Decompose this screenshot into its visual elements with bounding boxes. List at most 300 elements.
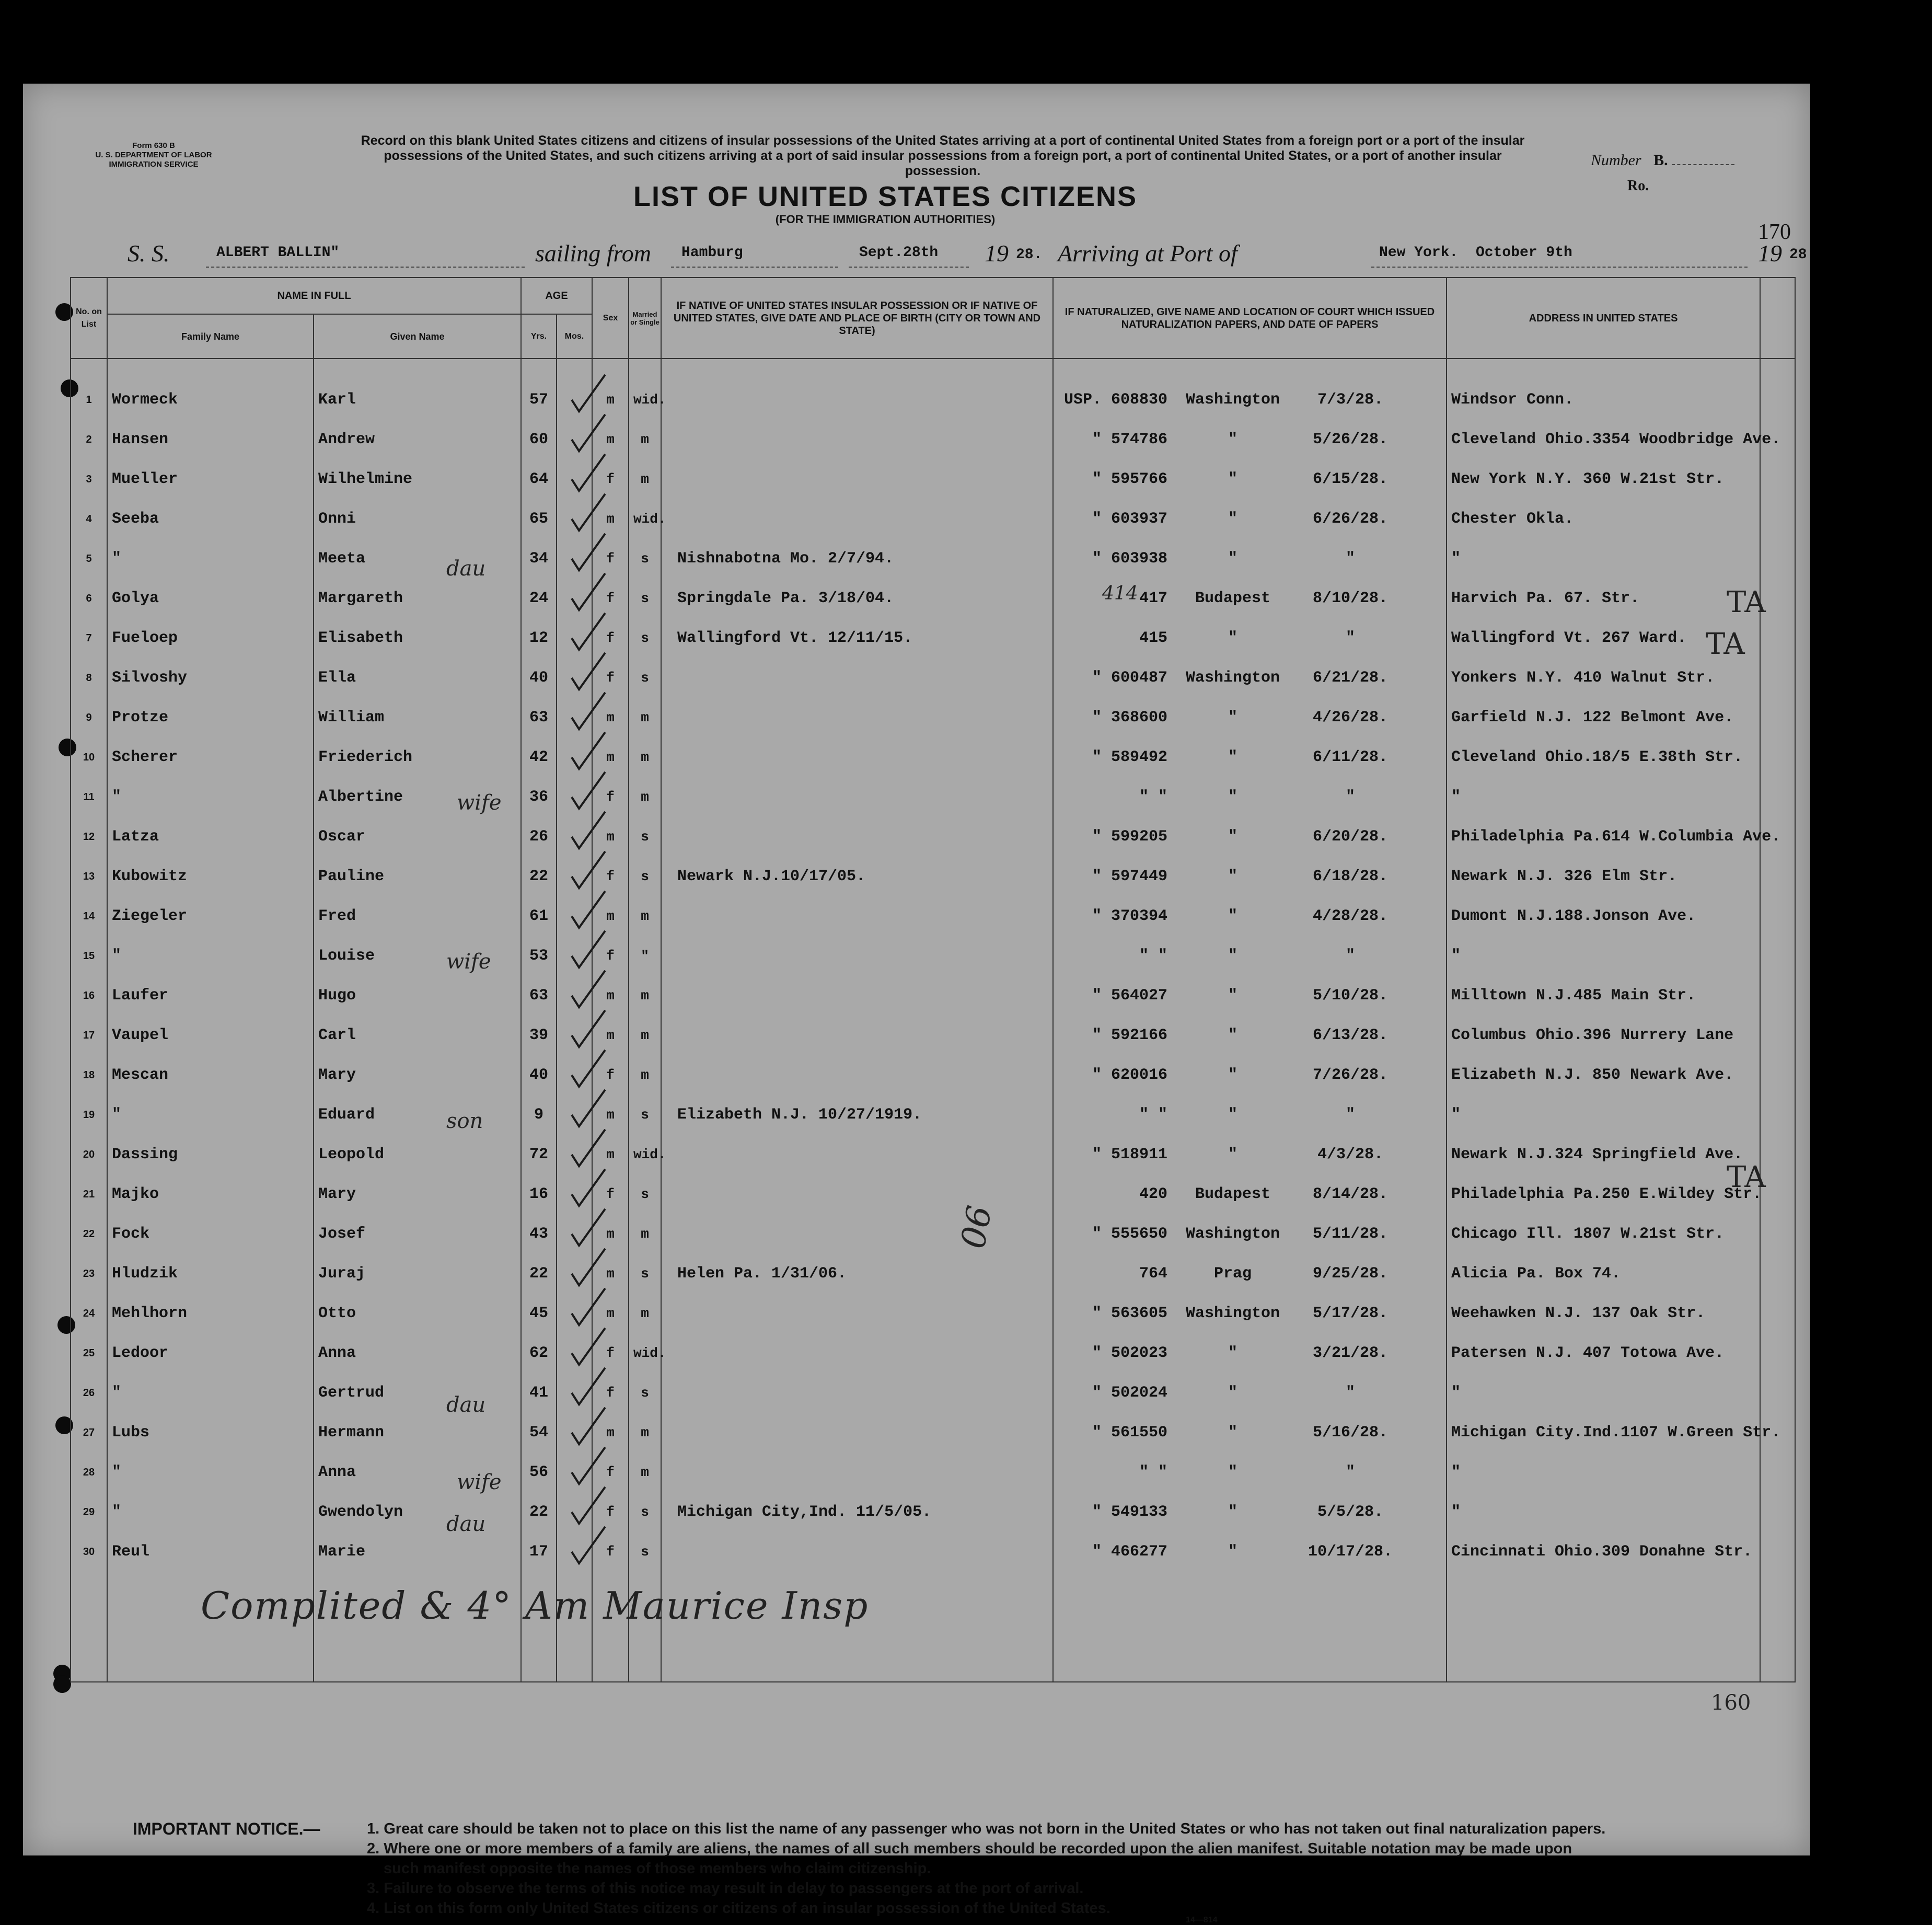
nat-court: " — [1228, 1027, 1237, 1044]
sex: m — [592, 737, 629, 777]
marital-status: s — [629, 857, 661, 896]
age-months — [557, 1254, 592, 1294]
nat-court: Washington — [1185, 1225, 1280, 1243]
table-row — [71, 658, 1795, 698]
nat-number: " 555650 — [1092, 1225, 1167, 1243]
marital-status: m — [629, 976, 661, 1016]
nat-court: Washington — [1185, 669, 1280, 687]
sex: m — [592, 1294, 629, 1333]
edge — [1760, 658, 1795, 698]
sex: f — [592, 618, 629, 658]
row-number: 10 — [71, 737, 107, 777]
age-months — [557, 459, 592, 499]
sex: m — [592, 1413, 629, 1453]
given-name: Eduard — [314, 1095, 521, 1135]
nat-number: " 549133 — [1092, 1503, 1167, 1521]
age-months — [557, 1453, 592, 1492]
age-years: 17 — [521, 1532, 557, 1572]
age-months — [557, 579, 592, 618]
given-name: Leopold — [314, 1135, 521, 1174]
header-name-in-full: NAME IN FULL — [107, 278, 521, 314]
family-name: " — [107, 1492, 314, 1532]
family-name: Majko — [107, 1174, 314, 1214]
age-years: 9 — [521, 1095, 557, 1135]
nat-number: " 368600 — [1092, 709, 1167, 727]
service: IMMIGRATION SERVICE — [109, 160, 199, 169]
handwritten-relation: wife — [457, 791, 502, 815]
nat-number: " 595766 — [1092, 470, 1167, 488]
table-row — [71, 1095, 1795, 1135]
address: Philadelphia Pa.250 E.Wildey Str. — [1447, 1174, 1760, 1214]
marital-status: wid. — [629, 1135, 661, 1174]
punch-hole — [53, 1675, 71, 1693]
age-months — [557, 1532, 592, 1572]
marital-status: s — [629, 1532, 661, 1572]
sex: m — [592, 698, 629, 737]
nat-court: " — [1228, 629, 1237, 647]
nat-number: 420 — [1139, 1185, 1167, 1203]
nat-date: 9/25/28. — [1312, 1265, 1389, 1283]
birth-info — [661, 459, 1053, 499]
nat-court: " — [1228, 510, 1237, 528]
family-name: Ziegeler — [107, 896, 314, 936]
nat-number: " " — [1139, 947, 1167, 965]
edge — [1760, 737, 1795, 777]
row-number: 15 — [71, 936, 107, 976]
naturalization-info — [1053, 1135, 1447, 1174]
edge — [1760, 976, 1795, 1016]
given-name: Karl — [314, 380, 521, 420]
nat-court: " — [1228, 1146, 1237, 1163]
nat-number: " 502024 — [1092, 1384, 1167, 1402]
nat-date: 7/26/28. — [1312, 1066, 1389, 1084]
table-row — [71, 698, 1795, 737]
family-name: Golya — [107, 579, 314, 618]
age-months — [557, 698, 592, 737]
nat-court: " — [1228, 709, 1237, 727]
nat-date: 10/17/28. — [1308, 1543, 1393, 1561]
row-number: 8 — [71, 658, 107, 698]
marital-status: s — [629, 1095, 661, 1135]
nat-date: " — [1345, 629, 1355, 647]
birth-info — [661, 1333, 1053, 1373]
nat-number: " 603938 — [1092, 550, 1167, 568]
nat-number: " 563605 — [1092, 1305, 1167, 1322]
age-months — [557, 817, 592, 857]
table-row — [71, 936, 1795, 976]
age-months — [557, 420, 592, 459]
birth-info — [661, 936, 1053, 976]
nat-court: " — [1228, 788, 1237, 806]
family-name: " — [107, 1453, 314, 1492]
department: U. S. DEPARTMENT OF LABOR — [95, 151, 212, 159]
address: " — [1447, 1095, 1760, 1135]
header-no: No. on List — [71, 278, 107, 359]
nat-court: " — [1228, 868, 1237, 885]
age-years: 42 — [521, 737, 557, 777]
birth-info — [661, 1413, 1053, 1453]
sex: f — [592, 857, 629, 896]
nat-number: " 620016 — [1092, 1066, 1167, 1084]
naturalization-info — [1053, 1214, 1447, 1254]
nat-court: " — [1228, 1503, 1237, 1521]
nat-court: " — [1228, 1106, 1237, 1124]
row-number: 26 — [71, 1373, 107, 1413]
notice-lead: IMPORTANT NOTICE.— — [133, 1819, 320, 1838]
age-years: 22 — [521, 1254, 557, 1294]
birth-info — [661, 1532, 1053, 1572]
naturalization-info — [1053, 698, 1447, 737]
given-name: Andrew — [314, 420, 521, 459]
family-name: Dassing — [107, 1135, 314, 1174]
age-years: 41 — [521, 1373, 557, 1413]
given-name: Carl — [314, 1016, 521, 1055]
family-name: Mueller — [107, 459, 314, 499]
naturalization-info — [1053, 976, 1447, 1016]
given-name: Elisabeth — [314, 618, 521, 658]
address: Elizabeth N.J. 850 Newark Ave. — [1447, 1055, 1760, 1095]
sex: m — [592, 817, 629, 857]
address: Weehawken N.J. 137 Oak Str. — [1447, 1294, 1760, 1333]
address: Yonkers N.Y. 410 Walnut Str. — [1447, 658, 1760, 698]
address: Wallingford Vt. 267 Ward. — [1447, 618, 1760, 658]
naturalization-info — [1053, 420, 1447, 459]
handwritten-number: 90 — [952, 1202, 998, 1251]
age-years: 34 — [521, 539, 557, 579]
table-row — [71, 380, 1795, 420]
age-years: 72 — [521, 1135, 557, 1174]
family-name: " — [107, 1373, 314, 1413]
naturalization-info — [1053, 1174, 1447, 1214]
row-number: 30 — [71, 1532, 107, 1572]
ship-info-line — [128, 235, 1807, 272]
header-sex: Sex — [592, 278, 629, 359]
notice-item: 1. Great care should be taken not to place on this list the name of any passenger who was not born in the United States or who has not taken out final naturalization papers. — [367, 1820, 1606, 1837]
port-from: Hamburg — [681, 245, 743, 261]
family-name: Seeba — [107, 499, 314, 539]
family-name: Latza — [107, 817, 314, 857]
address: Columbus Ohio.396 Nurrery Lane — [1447, 1016, 1760, 1055]
record-instructions: Record on this blank United States citizens and citizens of insular possessions of the United States arriving at a port of continental United States from a foreign port or a port of the insular possessions of the United States, and such citizens arriving at a port of said insular possessions from a foreign port, a port of continental United States, or a port of another insular possession. — [361, 133, 1525, 178]
row-number: 24 — [71, 1294, 107, 1333]
handwritten-mark: TA — [1727, 585, 1766, 619]
naturalization-info — [1053, 737, 1447, 777]
sex: f — [592, 1373, 629, 1413]
nat-date: " — [1345, 788, 1355, 806]
row-number: 12 — [71, 817, 107, 857]
header-given-name: Given Name — [314, 314, 521, 359]
ss-label: S. S. — [128, 240, 170, 267]
family-name: " — [107, 1095, 314, 1135]
sex: f — [592, 539, 629, 579]
sex: f — [592, 1333, 629, 1373]
nat-court: " — [1228, 748, 1237, 766]
row-number: 14 — [71, 896, 107, 936]
edge — [1760, 1373, 1795, 1413]
naturalization-info — [1053, 1095, 1447, 1135]
given-name: Friederich — [314, 737, 521, 777]
naturalization-info — [1053, 380, 1447, 420]
notice-item: 2. Where one or more members of a family are aliens, the names of all such members should be recorded upon the alien manifest. Suitable notation may be made upon — [367, 1840, 1572, 1857]
given-name: Gertrud — [314, 1373, 521, 1413]
citizens-table — [70, 277, 1796, 1682]
address: Cleveland Ohio.3354 Woodbridge Ave. — [1447, 420, 1760, 459]
nat-date: 4/3/28. — [1317, 1146, 1384, 1163]
row-number: 5 — [71, 539, 107, 579]
nat-number: " 603937 — [1092, 510, 1167, 528]
notice-item: 4. List on this form only United States citizens or citizens of an insular possession of the United States. — [367, 1900, 1110, 1917]
age-months — [557, 1214, 592, 1254]
age-years: 62 — [521, 1333, 557, 1373]
table-row — [71, 896, 1795, 936]
age-months — [557, 1055, 592, 1095]
birth-info: Wallingford Vt. 12/11/15. — [661, 618, 1053, 658]
nat-number: " 600487 — [1092, 669, 1167, 687]
table-row — [71, 1135, 1795, 1174]
edge — [1760, 539, 1795, 579]
address: " — [1447, 936, 1760, 976]
nat-date: " — [1345, 1463, 1355, 1481]
table-row — [71, 857, 1795, 896]
nat-number: USP. 608830 — [1063, 391, 1167, 409]
nat-date: 5/26/28. — [1312, 431, 1389, 448]
nat-date: 8/14/28. — [1312, 1185, 1389, 1203]
completion-note: Complited & 4° Am Maurice Insp — [201, 1584, 869, 1628]
age-months — [557, 1135, 592, 1174]
row-number: 17 — [71, 1016, 107, 1055]
age-years: 22 — [521, 857, 557, 896]
nat-court: " — [1228, 470, 1237, 488]
age-years: 61 — [521, 896, 557, 936]
nat-court: " — [1228, 907, 1237, 925]
given-name: Oscar — [314, 817, 521, 857]
row-number: 11 — [71, 777, 107, 817]
nat-number: " " — [1139, 1463, 1167, 1481]
naturalization-info — [1053, 539, 1447, 579]
naturalization-info — [1053, 817, 1447, 857]
birth-info: Nishnabotna Mo. 2/7/94. — [661, 539, 1053, 579]
nat-court: Washington — [1185, 1305, 1280, 1322]
notice-item: such manifest opposite the names of those members who claim citizenship. — [384, 1860, 931, 1877]
edge — [1760, 777, 1795, 817]
nat-number: " 502023 — [1092, 1344, 1167, 1362]
naturalization-info — [1053, 1373, 1447, 1413]
age-months — [557, 1016, 592, 1055]
nat-number: " 370394 — [1092, 907, 1167, 925]
year-prefix: 19 — [985, 240, 1009, 267]
naturalization-info — [1053, 1532, 1447, 1572]
address: Harvich Pa. 67. Str. — [1447, 579, 1760, 618]
nat-number: " 561550 — [1092, 1424, 1167, 1442]
age-months — [557, 1174, 592, 1214]
form-page — [23, 84, 1810, 1924]
birth-info — [661, 1453, 1053, 1492]
marital-status: m — [629, 1055, 661, 1095]
nat-court: Budapest — [1195, 590, 1271, 607]
given-name: Meeta — [314, 539, 521, 579]
given-name: Albertine — [314, 777, 521, 817]
family-name: Hansen — [107, 420, 314, 459]
given-name: Fred — [314, 896, 521, 936]
sex: f — [592, 1174, 629, 1214]
nat-number: " 589492 — [1092, 748, 1167, 766]
edge — [1760, 499, 1795, 539]
nat-number: 415 — [1139, 629, 1167, 647]
header-married: Married or Single — [629, 278, 661, 359]
sex: m — [592, 499, 629, 539]
family-name: Lubs — [107, 1413, 314, 1453]
nat-date: 5/17/28. — [1312, 1305, 1389, 1322]
family-name: Vaupel — [107, 1016, 314, 1055]
address: Chester Okla. — [1447, 499, 1760, 539]
sex: m — [592, 380, 629, 420]
address: Alicia Pa. Box 74. — [1447, 1254, 1760, 1294]
sex: m — [592, 1135, 629, 1174]
marital-status: s — [629, 539, 661, 579]
family-name: Kubowitz — [107, 857, 314, 896]
given-name: Anna — [314, 1453, 521, 1492]
nat-number: " " — [1139, 1106, 1167, 1124]
ship-name: ALBERT BALLIN" — [216, 245, 340, 261]
row-number: 20 — [71, 1135, 107, 1174]
nat-court: " — [1228, 550, 1237, 568]
handwritten-correction: 414 — [1102, 583, 1138, 604]
naturalization-info — [1053, 459, 1447, 499]
handwritten-relation: wife — [457, 1470, 502, 1494]
row-number: 6 — [71, 579, 107, 618]
row-number: 27 — [71, 1413, 107, 1453]
address: Patersen N.J. 407 Totowa Ave. — [1447, 1333, 1760, 1373]
birth-info — [661, 817, 1053, 857]
table-row — [71, 1413, 1795, 1453]
edge — [1760, 380, 1795, 420]
sex: f — [592, 1492, 629, 1532]
form-identifier — [91, 141, 216, 169]
given-name: Hermann — [314, 1413, 521, 1453]
family-name: Ledoor — [107, 1333, 314, 1373]
given-name: Marie — [314, 1532, 521, 1572]
handwritten-relation: wife — [446, 950, 491, 974]
row-number: 3 — [71, 459, 107, 499]
age-months — [557, 1373, 592, 1413]
age-months — [557, 658, 592, 698]
address: Milltown N.J.485 Main Str. — [1447, 976, 1760, 1016]
sex: m — [592, 1095, 629, 1135]
address: Newark N.J.324 Springfield Ave. — [1447, 1135, 1760, 1174]
table-row — [71, 1532, 1795, 1572]
marital-status: s — [629, 1373, 661, 1413]
nat-date: 6/21/28. — [1312, 669, 1389, 687]
birth-info — [661, 380, 1053, 420]
family-name: Laufer — [107, 976, 314, 1016]
age-years: 60 — [521, 420, 557, 459]
handwritten-relation: son — [446, 1109, 483, 1133]
marital-status: s — [629, 618, 661, 658]
address: Cleveland Ohio.18/5 E.38th Str. — [1447, 737, 1760, 777]
table-row — [71, 459, 1795, 499]
marital-status: m — [629, 896, 661, 936]
sex: f — [592, 658, 629, 698]
table-row — [71, 1333, 1795, 1373]
address: Newark N.J. 326 Elm Str. — [1447, 857, 1760, 896]
given-name: Onni — [314, 499, 521, 539]
age-months — [557, 857, 592, 896]
age-years: 56 — [521, 1453, 557, 1492]
table-row — [71, 618, 1795, 658]
row-number: 7 — [71, 618, 107, 658]
age-years: 40 — [521, 1055, 557, 1095]
page-subtitle: (FOR THE IMMIGRATION AUTHORITIES) — [775, 213, 996, 226]
marital-status: m — [629, 420, 661, 459]
given-name: Mary — [314, 1055, 521, 1095]
edge — [1760, 936, 1795, 976]
header-address: ADDRESS IN UNITED STATES — [1447, 278, 1760, 359]
number-value: B. — [1653, 152, 1668, 169]
age-years: 54 — [521, 1413, 557, 1453]
nat-number: " 599205 — [1092, 828, 1167, 846]
table-row — [71, 777, 1795, 817]
naturalization-info — [1053, 1492, 1447, 1532]
table-row — [71, 1016, 1795, 1055]
marital-status: s — [629, 579, 661, 618]
family-name: Fueloep — [107, 618, 314, 658]
nat-date: " — [1345, 947, 1355, 965]
nat-date: " — [1345, 1384, 1355, 1402]
nat-date: 5/10/28. — [1312, 987, 1389, 1005]
nat-date: 5/11/28. — [1312, 1225, 1389, 1243]
header-native: IF NATIVE OF UNITED STATES INSULAR POSSESSION OR IF NATIVE OF UNITED STATES, GIVE DATE AND PLACE OF BIRTH (CITY OR TOWN AND STATE) — [661, 278, 1053, 359]
number-label: Number — [1591, 152, 1641, 169]
header-mos: Mos. — [557, 314, 592, 359]
birth-info — [661, 658, 1053, 698]
marital-status: m — [629, 698, 661, 737]
given-name: Juraj — [314, 1254, 521, 1294]
header-family-name: Family Name — [107, 314, 314, 359]
marital-status: m — [629, 737, 661, 777]
birth-info — [661, 499, 1053, 539]
age-years: 63 — [521, 698, 557, 737]
address: Garfield N.J. 122 Belmont Ave. — [1447, 698, 1760, 737]
nat-date: 7/3/28. — [1317, 391, 1384, 409]
age-months — [557, 896, 592, 936]
birth-info — [661, 698, 1053, 737]
edge — [1760, 1492, 1795, 1532]
age-years: 39 — [521, 1016, 557, 1055]
arrival-year-prefix: 19 — [1758, 240, 1782, 267]
family-name: Hludzik — [107, 1254, 314, 1294]
sex: f — [592, 1055, 629, 1095]
age-months — [557, 1492, 592, 1532]
edge — [1760, 698, 1795, 737]
sailing-label: sailing from — [535, 240, 651, 267]
header-age: AGE — [521, 278, 592, 314]
naturalization-info — [1053, 777, 1447, 817]
given-name: Mary — [314, 1174, 521, 1214]
marital-status: m — [629, 777, 661, 817]
nat-date: 3/21/28. — [1312, 1344, 1389, 1362]
age-years: 45 — [521, 1294, 557, 1333]
nat-number: " 564027 — [1092, 987, 1167, 1005]
given-name: Josef — [314, 1214, 521, 1254]
table-row — [71, 817, 1795, 857]
nat-date: 6/18/28. — [1312, 868, 1389, 885]
age-years: 43 — [521, 1214, 557, 1254]
naturalization-info — [1053, 499, 1447, 539]
birth-info — [661, 1294, 1053, 1333]
age-months — [557, 1294, 592, 1333]
age-years: 24 — [521, 579, 557, 618]
table-row — [71, 1174, 1795, 1214]
